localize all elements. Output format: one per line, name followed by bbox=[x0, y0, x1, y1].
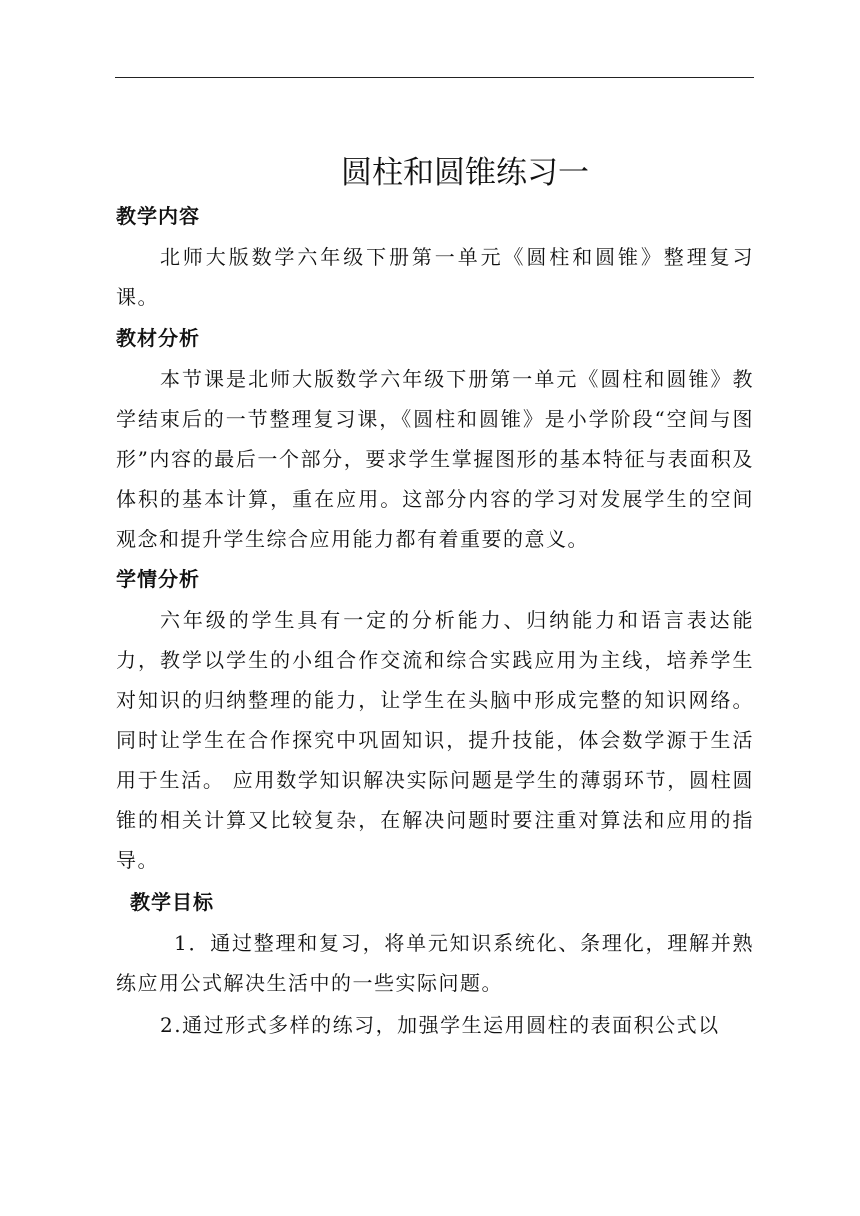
section-heading-textbook-analysis: 教材分析 bbox=[116, 326, 200, 350]
section-heading-teaching-objectives: 教学目标 bbox=[130, 890, 214, 914]
header-rule bbox=[115, 77, 754, 78]
objective-item-2: 2.通过形式多样的练习，加强学生运用圆柱的表面积公式以 bbox=[160, 1013, 720, 1037]
objective-item-1: 1．通过整理和复习，将单元知识系统化、条理化，理解并熟练应用公式解决生活中的一些实际问题。 bbox=[116, 931, 754, 995]
textbook-analysis-paragraph: 本节课是北师大版数学六年级下册第一单元《圆柱和圆锥》教学结束后的一节整理复习课，《圆柱和圆锥》是小学阶段“空间与图形”内容的最后一个部分，要求学生掌握图形的基本特征与表面积及体积的基本计算，重在应用。这部分内容的学习对发展学生的空间观念和提升学生综合应用能力都有着重要的意义。 bbox=[116, 367, 754, 551]
student-analysis-paragraph: 六年级的学生具有一定的分析能力、归纳能力和语言表达能力，教学以学生的小组合作交流和综合实践应用为主线，培养学生对知识的归纳整理的能力，让学生在头脑中形成完整的知识网络。同时让学生在合作探究中巩固知识，提升技能，体会数学源于生活用于生活。 应用数学知识解决实际问题是学生的薄弱环节，圆柱圆锥的相关计算又比较复杂，在解决问题时要注重对算法和应用的指导。 bbox=[116, 608, 754, 872]
section-heading-student-analysis: 学情分析 bbox=[116, 567, 200, 591]
document-title: 圆柱和圆锥练习一 bbox=[341, 155, 589, 191]
teaching-content-paragraph: 北师大版数学六年级下册第一单元《圆柱和圆锥》整理复习课。 bbox=[116, 245, 754, 309]
section-heading-teaching-content: 教学内容 bbox=[116, 204, 200, 228]
